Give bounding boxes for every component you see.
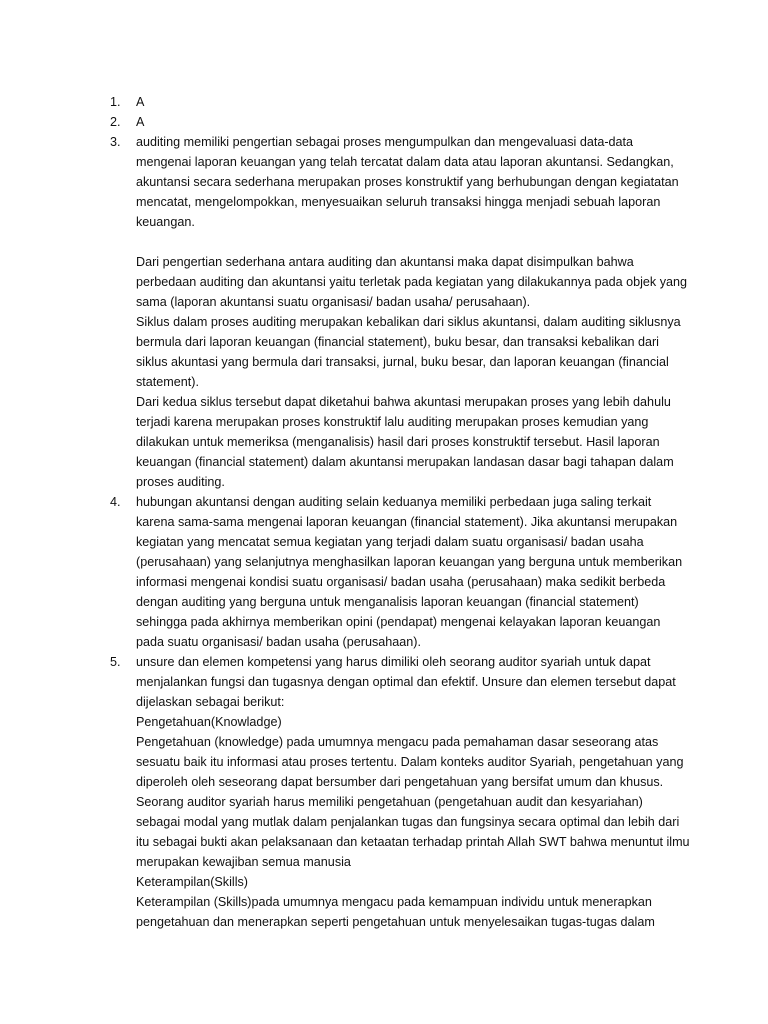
paragraph: Keterampilan (Skills)pada umumnya mengacu pada kemampuan individu untuk menerapkan pengetahuan dan menerapkan seperti pengetahuan untuk menyelesaikan tugas-tugas dalam bbox=[136, 895, 655, 929]
subheading: Keterampilan(Skills) bbox=[136, 875, 248, 889]
list-item-1 bbox=[110, 92, 690, 112]
subheading: Pengetahuan(Knowladge) bbox=[136, 715, 282, 729]
paragraph: Dari kedua siklus tersebut dapat diketahui bahwa akuntasi merupakan proses yang lebih dahulu terjadi karena merupakan proses konstruktif lalu auditing merupakan proses kemudian yang dilakukan untuk memeriksa (menganalisis) hasil dari proses konstruktif tersebut. Hasil laporan keuangan (financial statement) dalam akuntansi merupakan landasan dasar bagi tahapan dalam proses auditing. bbox=[136, 395, 674, 489]
paragraph: A bbox=[136, 115, 145, 129]
paragraph: Dari pengertian sederhana antara auditing dan akuntansi maka dapat disimpulkan bahwa perbedaan auditing dan akuntansi yaitu terletak pada kegiatan yang dilakukannya pada objek yang sama (laporan akuntansi suatu organisasi/ badan usaha/ perusahaan). bbox=[136, 255, 688, 309]
list-number: 2. bbox=[110, 115, 121, 129]
paragraph: Pengetahuan (knowledge) pada umumnya mengacu pada pemahaman dasar seseorang atas sesuatu baik itu informasi atau proses tertentu. Dalam konteks auditor Syariah, pengetahuan yang diperoleh oleh seseorang dapat bersumber dari pengetahuan yang bersifat umum dan khusus. Seorang auditor syariah harus memiliki pengetahuan (pengetahuan audit dan kesyariahan) sebagai modal yang mutlak dalam penjalankan tugas dan fungsinya secara optimal dan lebih dari itu sebagai bukti akan pelaksanaan dan ketaatan terhadap printah Allah SWT bahwa menuntut ilmu merupakan kewajiban semua manusia bbox=[136, 735, 690, 869]
list-item-4 bbox=[110, 492, 690, 652]
list-number: 5. bbox=[110, 655, 121, 669]
list-number: 3. bbox=[110, 135, 121, 149]
list-number: 4. bbox=[110, 495, 121, 509]
paragraph-spacer bbox=[136, 232, 690, 252]
numbered-list bbox=[110, 92, 690, 932]
list-item-2 bbox=[110, 112, 690, 132]
paragraph: A bbox=[136, 95, 145, 109]
paragraph: Siklus dalam proses auditing merupakan kebalikan dari siklus akuntansi, dalam auditing siklusnya bermula dari laporan keuangan (financial statement), buku besar, dan transaksi kebalikan dari siklus akuntasi yang bermula dari transaksi, jurnal, buku besar, dan laporan keuangan (financial statement). bbox=[136, 315, 681, 389]
paragraph: auditing memiliki pengertian sebagai proses mengumpulkan dan mengevaluasi data-data mengenai laporan keuangan yang telah tercatat dalam data atau laporan akuntansi. Sedangkan, akuntansi secara sederhana merupakan proses konstruktif yang berhubungan dengan kegiatatan mencatat, mengelompokkan, menyesuaikan seluruh transaksi hingga menjadi sebuah laporan keuangan. bbox=[136, 135, 679, 229]
paragraph: hubungan akuntansi dengan auditing selain keduanya memiliki perbedaan juga saling terkait karena sama-sama mengenai laporan keuangan (financial statement). Jika akuntansi merupakan kegiatan yang mencatat semua kegiatan yang terjadi dalam suatu organisasi/ badan usaha (perusahaan) yang selanjutnya menghasilkan laporan keuangan yang berguna untuk memberikan informasi mengenai kondisi suatu organisasi/ badan usaha (perusahaan) maka sedikit berbeda dengan auditing yang berguna untuk menganalisis laporan keuangan (financial statement) sehingga pada akhirnya memberikan opini (pendapat) mengenai kelayakan laporan keuangan pada suatu organisasi/ badan usaha (perusahaan). bbox=[136, 495, 683, 649]
list-item-3 bbox=[110, 132, 690, 492]
list-number: 1. bbox=[110, 95, 121, 109]
list-item-5 bbox=[110, 652, 690, 932]
paragraph: unsure dan elemen kompetensi yang harus dimiliki oleh seorang auditor syariah untuk dapat menjalankan fungsi dan tugasnya dengan optimal dan efektif. Unsure dan elemen tersebut dapat dijelaskan sebagai berikut: bbox=[136, 655, 676, 709]
